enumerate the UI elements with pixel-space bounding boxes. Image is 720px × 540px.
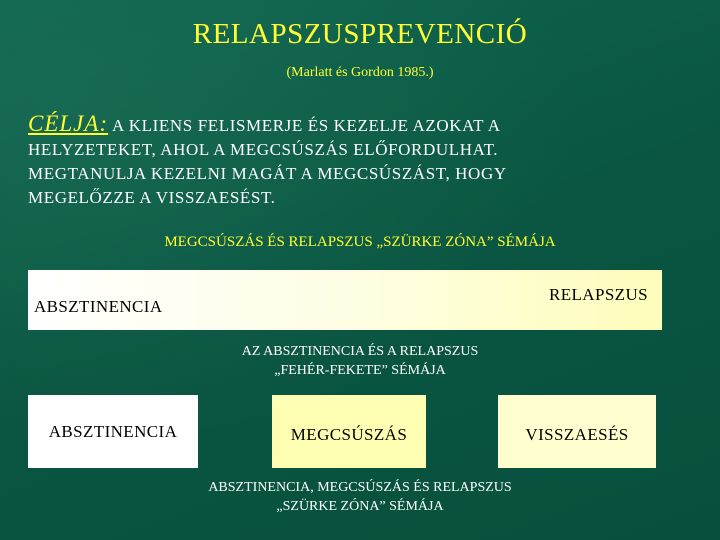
- three-stage-schema-title-line-2: „SZÜRKE ZÓNA” SÉMÁJA: [276, 499, 444, 514]
- black-white-schema-title-line-2: „FEHÉR-FEKETE” SÉMÁJA: [274, 363, 446, 378]
- goal-label: CÉLJA:: [28, 111, 109, 136]
- slide-subtitle: (Marlatt és Gordon 1985.): [286, 65, 434, 80]
- three-stage-schema-title: [0, 478, 720, 516]
- goal-paragraph: [28, 112, 678, 210]
- goal-line-2: HELYZETEKET, AHOL A MEGCSÚSZÁS ELŐFORDULHAT.: [28, 140, 499, 159]
- goal-line-1: [28, 112, 678, 138]
- black-white-schema-title-line-1: AZ ABSZTINENCIA ÉS A RELAPSZUS: [241, 344, 479, 359]
- goal-text-1: A KLIENS FELISMERJE ÉS KEZELJE AZOKAT A: [108, 116, 501, 135]
- three-stage-schema-title-line-1: ABSZTINENCIA, MEGCSÚSZÁS ÉS RELAPSZUS: [208, 480, 512, 495]
- gradient-box-right-label: RELAPSZUS: [548, 285, 648, 304]
- slide-title: RELAPSZUSPREVENCIÓ: [192, 18, 528, 50]
- slip-box: MEGCSÚSZÁS: [272, 395, 426, 468]
- goal-line-3: MEGTANULJA KEZELNI MAGÁT A MEGCSÚSZÁST, HOGY: [28, 164, 507, 183]
- goal-line-4: MEGELŐZZE A VISSZAESÉST.: [28, 188, 276, 207]
- black-white-schema-title: [0, 342, 720, 380]
- grey-zone-gradient-box: [28, 270, 662, 330]
- grey-zone-schema-title: MEGCSÚSZÁS ÉS RELAPSZUS „SZÜRKE ZÓNA” SÉMÁJA: [164, 234, 556, 250]
- gradient-box-left-label: ABSZTINENCIA: [34, 297, 163, 316]
- relapse-box: VISSZAESÉS: [498, 395, 656, 468]
- abstinence-box: ABSZTINENCIA: [28, 395, 198, 468]
